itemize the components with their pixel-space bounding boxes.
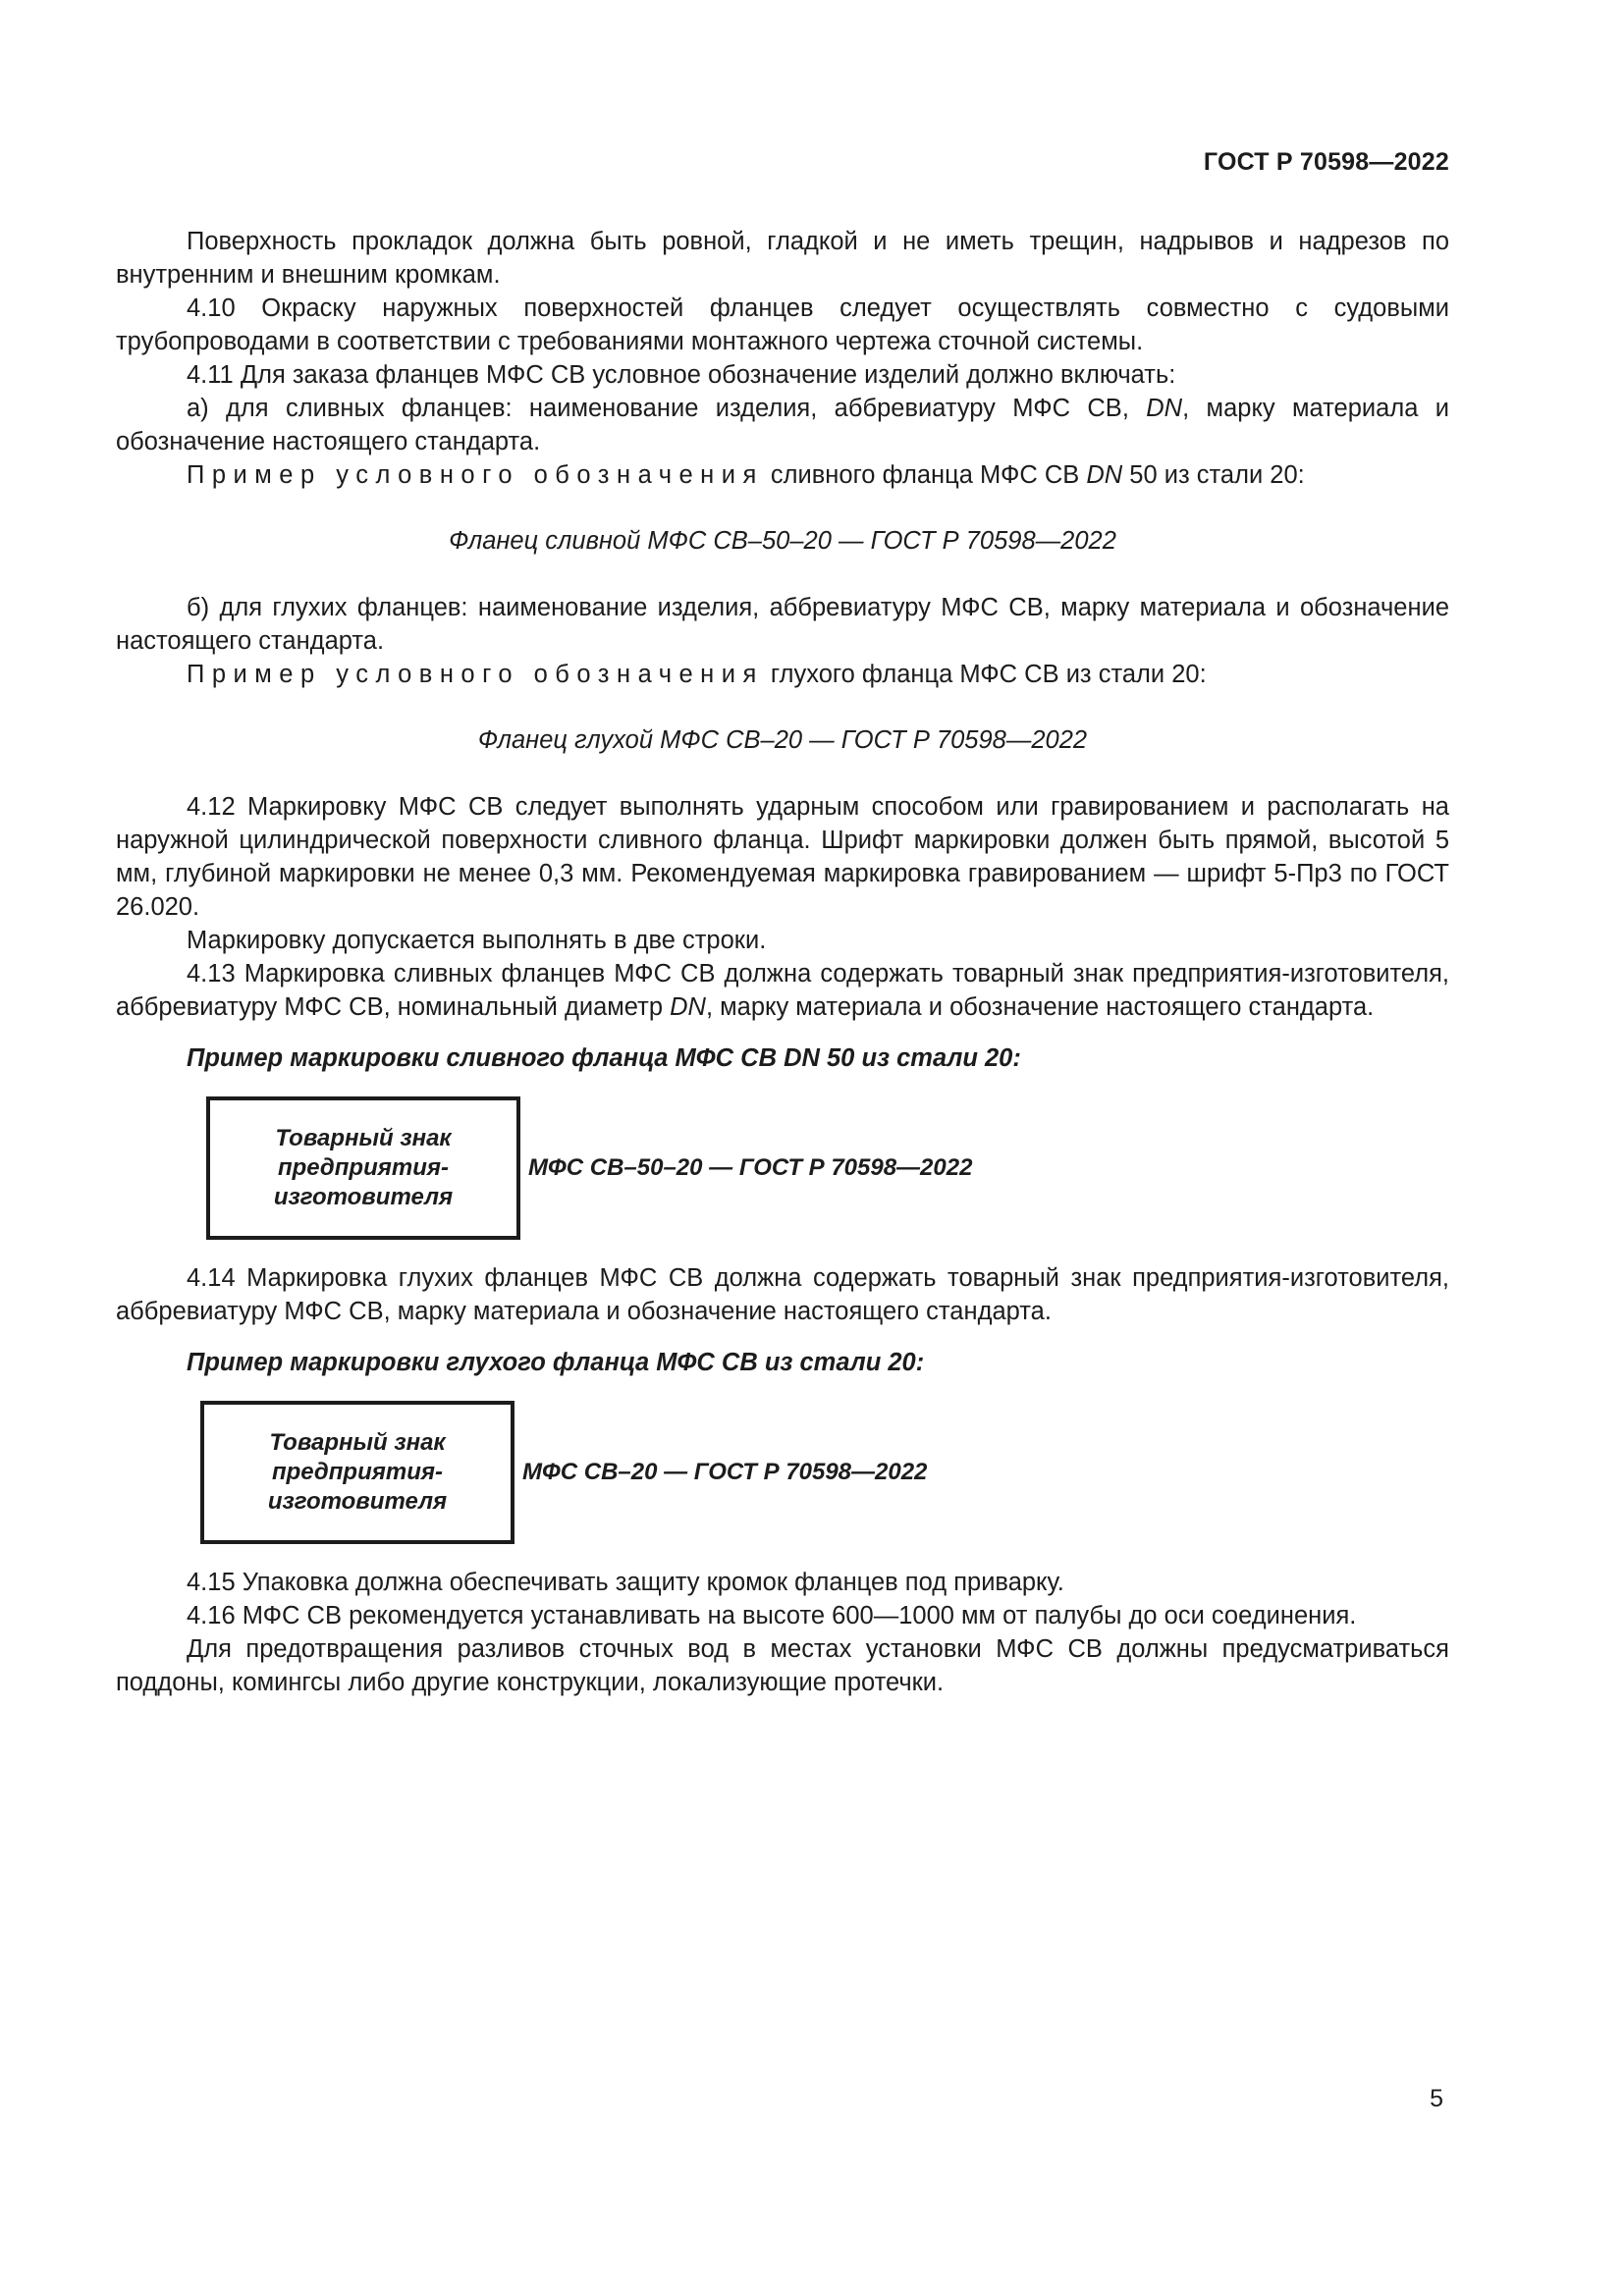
trademark-line: Товарный знак (275, 1125, 452, 1151)
trademark-box (206, 1096, 520, 1240)
example-label-spaced: Пример условного обозначения (187, 661, 764, 688)
marking-designation: МФС СВ–50–20 — ГОСТ Р 70598—2022 (528, 1154, 973, 1181)
dn-italic: DN (670, 993, 706, 1021)
dn-italic: DN (1086, 461, 1123, 489)
dn-italic: DN (1146, 395, 1183, 422)
paragraph-gasket-surface: Поверхность прокладок должна быть ровной, гладкой и не иметь трещин, надрывов и надрезов по внутренним и внешним кромкам. (116, 228, 1449, 289)
text-span: глухого фланца МФС СВ из стали 20: (763, 661, 1207, 688)
document-body (116, 225, 1449, 1699)
text-span: , марку материала и обозначение настоящего стандарта. (705, 993, 1375, 1021)
paragraph-4-12-two-lines: Маркировку допускается выполнять в две строки. (187, 927, 767, 954)
marking-example-2 (200, 1401, 1449, 1544)
marking-designation: МФС СВ–20 — ГОСТ Р 70598—2022 (522, 1459, 928, 1485)
example-2-designation: Фланец глухой МФС СВ–20 — ГОСТ Р 70598—2022 (477, 726, 1088, 754)
paragraph-4-13 (116, 957, 1449, 1024)
paragraph-4-11-b: б) для глухих фланцев: наименование изделия, аббревиатуру МФС СВ, марку материала и обозначение настоящего стандарта. (116, 594, 1449, 655)
paragraph-4-11-a (116, 392, 1449, 458)
document-code-header: ГОСТ Р 70598—2022 (1203, 148, 1449, 176)
trademark-line: предприятия- (271, 1459, 444, 1485)
trademark-box (200, 1401, 514, 1544)
text-span: , марку материала и обозначение настоящего стандарта. (116, 395, 1449, 455)
page-number: 5 (1430, 2085, 1443, 2112)
trademark-line: Товарный знак (269, 1429, 446, 1456)
trademark-box-text (274, 1124, 453, 1212)
paragraph-4-11: 4.11 Для заказа фланцев МФС СВ условное обозначение изделий должно включать: (187, 361, 1176, 389)
marking-example-2-title: Пример маркировки глухого фланца МФС СВ из стали 20: (187, 1349, 925, 1376)
example-1-designation: Фланец сливной МФС СВ–50–20 — ГОСТ Р 70598—2022 (449, 527, 1116, 555)
text-span: сливного фланца МФС СВ (763, 461, 1087, 489)
paragraph-4-15: 4.15 Упаковка должна обеспечивать защиту кромок фланцев под приварку. (187, 1569, 1064, 1596)
paragraph-4-16-spill: Для предотвращения разливов сточных вод в местах установки МФС СВ должны предусматриваться поддоны, комингсы либо другие конструкции, локализующие протечки. (116, 1635, 1449, 1696)
text-span: 4.13 Маркировка сливных фланцев МФС СВ должна содержать товарный знак предприятия-изготовителя, аббревиатуру МФС СВ, номинальный диаметр (116, 960, 1449, 1021)
example-2-intro (116, 658, 1449, 691)
trademark-box-text (268, 1428, 447, 1517)
example-label-spaced: Пример условного обозначения (187, 461, 764, 489)
marking-example-1 (206, 1096, 1449, 1240)
trademark-line: изготовителя (273, 1184, 454, 1210)
paragraph-4-14: 4.14 Маркировка глухих фланцев МФС СВ должна содержать товарный знак предприятия-изготовителя, аббревиатуру МФС СВ, марку материала и обозначение настоящего стандарта. (116, 1264, 1449, 1325)
paragraph-4-10: 4.10 Окраску наружных поверхностей фланцев следует осуществлять совместно с судовыми трубопроводами в соответствии с требованиями монтажного чертежа сточной системы. (116, 294, 1449, 355)
paragraph-4-12: 4.12 Маркировку МФС СВ следует выполнять ударным способом или гравированием и располагать на наружной цилиндрической поверхности сливного фланца. Шрифт маркировки должен быть прямой, высотой 5 мм, глубиной маркировки не менее 0,3 мм. Рекомендуемая маркировка гравированием — шрифт 5-Пр3 по ГОСТ 26.020. (116, 793, 1449, 921)
text-span: а) для сливных фланцев: наименование изделия, аббревиатуру МФС СВ, (187, 395, 1147, 422)
example-1-intro (116, 458, 1449, 492)
trademark-line: изготовителя (267, 1488, 448, 1515)
text-span: 50 из стали 20: (1122, 461, 1305, 489)
trademark-line: предприятия- (277, 1154, 450, 1181)
paragraph-4-16: 4.16 МФС СВ рекомендуется устанавливать на высоте 600—1000 мм от палубы до оси соединения. (187, 1602, 1357, 1629)
marking-example-1-title: Пример маркировки сливного фланца МФС СВ DN 50 из стали 20: (187, 1044, 1021, 1072)
